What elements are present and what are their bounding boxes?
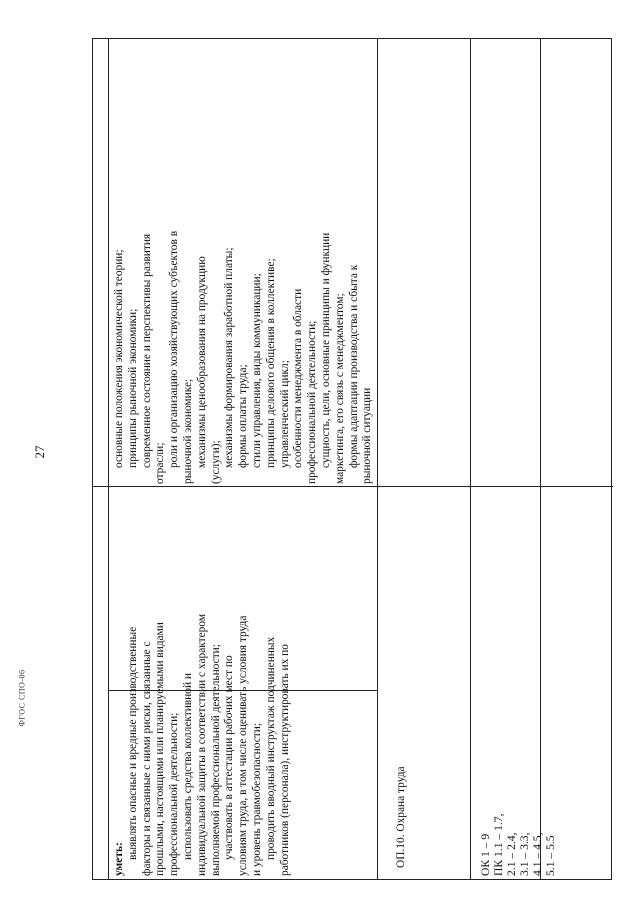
row-separator — [93, 486, 108, 487]
row-separator — [108, 486, 613, 487]
competency-item: 2.1 – 2.4, — [505, 832, 518, 876]
list-item: маркетинга, его связь с менеджментом; — [333, 293, 346, 484]
list-item: принципы делового общения в коллективе; — [264, 258, 277, 468]
list-item: проводить вводный инструктаж подчиненных — [264, 636, 277, 860]
competency-item: ОК 1 – 9 — [479, 833, 492, 876]
list-item: основные положения экономической теории; — [113, 249, 125, 468]
discipline-title: ОП.10. Охрана труда — [395, 766, 407, 868]
list-item: условиям труда, в том числе оценивать условия труда — [237, 615, 250, 876]
list-item: (услуги); — [209, 440, 222, 484]
list-item: профессиональной деятельности; — [168, 712, 181, 876]
list-item: и уровень травмобезопасности; — [250, 722, 263, 876]
competency-item: 5.1 – 5.5 — [544, 835, 557, 876]
list-item: работников (персонала), инструктировать их по — [278, 644, 291, 876]
page-number: 27 — [32, 445, 47, 459]
list-item: выявлять опасные и вредные производственные — [126, 626, 139, 860]
skills-list — [113, 496, 292, 876]
table-column-discipline — [540, 39, 613, 879]
list-item: стили управления, виды коммуникации; — [250, 273, 263, 468]
list-item: формы адаптации производства и сбыта к — [347, 264, 360, 468]
list-item: рыночной ситуации — [361, 387, 374, 484]
list-item: выполняемой профессиональной деятельности; — [209, 644, 222, 876]
competency-item: 3.1 – 3.3, — [518, 832, 531, 876]
list-item: профессиональной деятельности; — [306, 320, 319, 484]
table-column-index — [93, 39, 109, 879]
list-item: механизмы формирования заработной платы; — [223, 247, 236, 468]
competencies-cell — [479, 776, 557, 876]
curriculum-table — [92, 38, 612, 880]
skills-heading: уметь: — [113, 842, 125, 876]
list-item: принципы рыночной экономики; — [126, 308, 139, 468]
list-item: особенности менеджмента в области — [292, 288, 305, 468]
list-item: современное состояние и перспективы развития — [140, 233, 153, 468]
list-item: сущность, цели, основные принципы и функции — [319, 232, 332, 468]
list-item: управленческий цикл; — [278, 360, 291, 468]
list-item: участвовать в аттестации рабочих мест по — [223, 655, 236, 860]
list-item: факторы и связанные с ними риски, связанные с — [140, 641, 153, 876]
list-item: индивидуальной защиты в соответствии с характером — [195, 613, 208, 876]
list-item: механизмы ценообразования на продукцию — [195, 256, 208, 468]
list-item: прошлыми, настоящими или планируемыми видами — [154, 622, 167, 876]
table-column-hours-total — [377, 39, 471, 879]
list-item: роли и организацию хозяйствующих субъектов в — [168, 230, 181, 468]
table-column-hours-mandatory — [470, 39, 541, 879]
competency-item: ПК 1.1 – 1.7, — [492, 813, 505, 876]
competency-item: 4.1 – 4.5, — [531, 832, 544, 876]
list-item: рыночной экономике; — [181, 378, 194, 484]
list-item: использовать средства коллективной и — [181, 672, 194, 860]
knowledge-list — [113, 44, 375, 484]
list-item: отрасли; — [154, 442, 167, 484]
discipline-cell — [395, 476, 409, 876]
footer-mark: ФГОС СПО-06 — [17, 669, 27, 727]
list-item: формы оплаты труда; — [237, 364, 250, 468]
